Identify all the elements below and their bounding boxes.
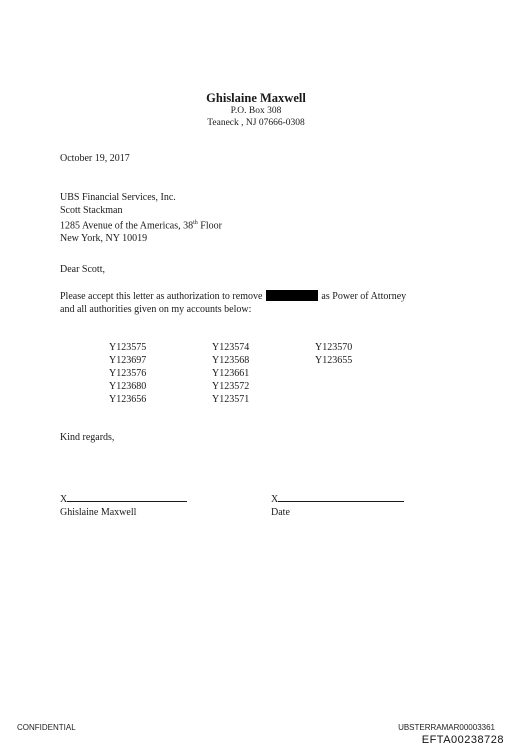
closing: Kind regards,	[60, 432, 115, 443]
account-number: Y123570	[315, 342, 353, 353]
signature-block-name	[60, 492, 187, 519]
footer-confidential: CONFIDENTIAL	[17, 723, 76, 732]
account-number: Y123574	[212, 342, 250, 353]
recipient-company: UBS Financial Services, Inc.	[60, 192, 176, 203]
recipient-street-main: 1285 Avenue of the Americas, 38	[60, 220, 194, 232]
account-number: Y123568	[212, 355, 250, 366]
body-line-1	[60, 290, 406, 304]
body-text-part1: Please accept this letter as authorization to remove	[60, 291, 263, 302]
letter-date: October 19, 2017	[60, 153, 130, 164]
date-x-mark: X	[271, 494, 279, 505]
account-number: Y123680	[109, 381, 147, 392]
accounts-column-2	[212, 341, 249, 406]
signature-line	[60, 492, 187, 506]
signature-x-mark: X	[60, 494, 68, 505]
signature-underline	[67, 492, 187, 502]
account-number: Y123575	[109, 342, 147, 353]
account-number: Y123576	[109, 368, 147, 379]
footer-control-number: UBSTERRAMAR00003361	[398, 723, 495, 732]
date-line	[271, 492, 404, 506]
body-line-2: and all authorities given on my accounts below:	[60, 303, 252, 315]
accounts-column-3	[315, 341, 352, 367]
recipient-address	[60, 192, 222, 245]
recipient-city: New York, NY 10019	[60, 232, 148, 244]
signature-block-date	[271, 492, 404, 519]
account-number: Y123661	[212, 368, 250, 379]
account-number: Y123655	[315, 355, 353, 366]
recipient-street	[60, 217, 222, 233]
accounts-column-1	[109, 341, 146, 406]
account-number: Y123656	[109, 394, 147, 405]
date-label: Date	[271, 507, 290, 518]
account-number: Y123571	[212, 394, 250, 405]
redaction-box	[266, 290, 318, 301]
recipient-street-sup: th	[193, 220, 198, 226]
account-number: Y123697	[109, 355, 147, 366]
letterhead-name: Ghislaine Maxwell	[206, 91, 306, 105]
bates-number: EFTA00238728	[421, 734, 504, 746]
salutation: Dear Scott,	[60, 264, 105, 275]
account-number: Y123572	[212, 381, 250, 392]
letterhead-city: Teaneck , NJ 07666-0308	[207, 118, 305, 128]
recipient-street-floor: Floor	[197, 220, 222, 232]
letterhead-po-box: P.O. Box 308	[230, 106, 282, 116]
date-underline	[278, 492, 404, 502]
recipient-person: Scott Stackman	[60, 204, 123, 216]
signature-label: Ghislaine Maxwell	[60, 507, 137, 518]
body-text-part2: as Power of Attorney	[321, 291, 407, 302]
body-paragraph	[60, 290, 406, 316]
